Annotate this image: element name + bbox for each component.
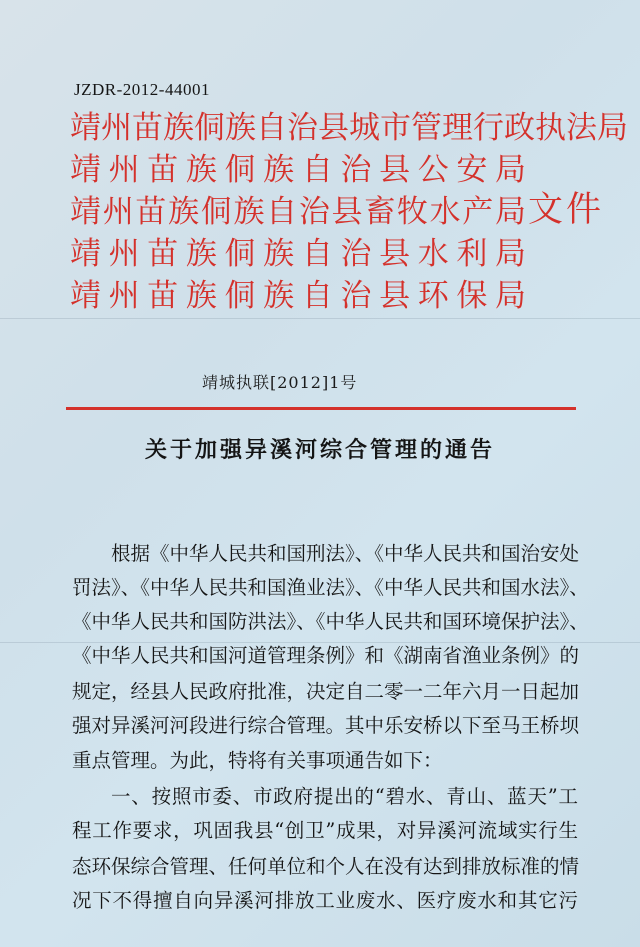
document-suffix: 文件 [528, 190, 605, 230]
body-line: 强对异溪河河段进行综合管理。其中乐安桥以下至马王桥坝 [72, 714, 580, 737]
agency-name: 靖州苗族侗族自治县水利局 [70, 236, 526, 272]
body-line: 况下不得擅自向异溪河排放工业废水、医疗废水和其它污 [72, 889, 578, 912]
body-line: 规定，经县人民政府批准，决定自二零一二年六月一日起加 [72, 680, 580, 703]
body-line: 罚法》、《中华人民共和国渔业法》、《中华人民共和国水法》、 [72, 576, 589, 599]
body-line: 态环保综合管理、任何单位和个人在没有达到排放标准的情 [72, 855, 580, 878]
agency-name: 靖州苗族侗族自治县环保局 [70, 278, 526, 314]
body-line: 程工作要求，巩固我县“创卫”成果，对异溪河流域实行生 [72, 819, 578, 842]
body-line: 《中华人民共和国河道管理条例》和《湖南省渔业条例》的 [72, 644, 580, 667]
body-line: 重点管理。为此，特将有关事项通告如下： [72, 749, 443, 772]
body-line: 《中华人民共和国防洪法》、《中华人民共和国环境保护法》、 [72, 610, 589, 633]
paper-fold-line [0, 318, 640, 319]
agency-name: 靖州苗族侗族自治县城市管理行政执法局 [70, 110, 628, 146]
red-divider [66, 407, 576, 410]
document-id: JZDR-2012-44001 [74, 80, 210, 99]
document-title: 关于加强异溪河综合管理的通告 [144, 437, 495, 463]
body-line: 根据《中华人民共和国刑法》、《中华人民共和国治安处 [111, 542, 580, 565]
agency-name: 靖州苗族侗族自治县公安局 [70, 152, 526, 188]
agency-name: 靖州苗族侗族自治县畜牧水产局 [70, 194, 526, 230]
body-line: 一、按照市委、市政府提出的“碧水、青山、蓝天”工 [111, 785, 578, 808]
document-number: 靖城执联[2012]1号 [202, 373, 358, 392]
